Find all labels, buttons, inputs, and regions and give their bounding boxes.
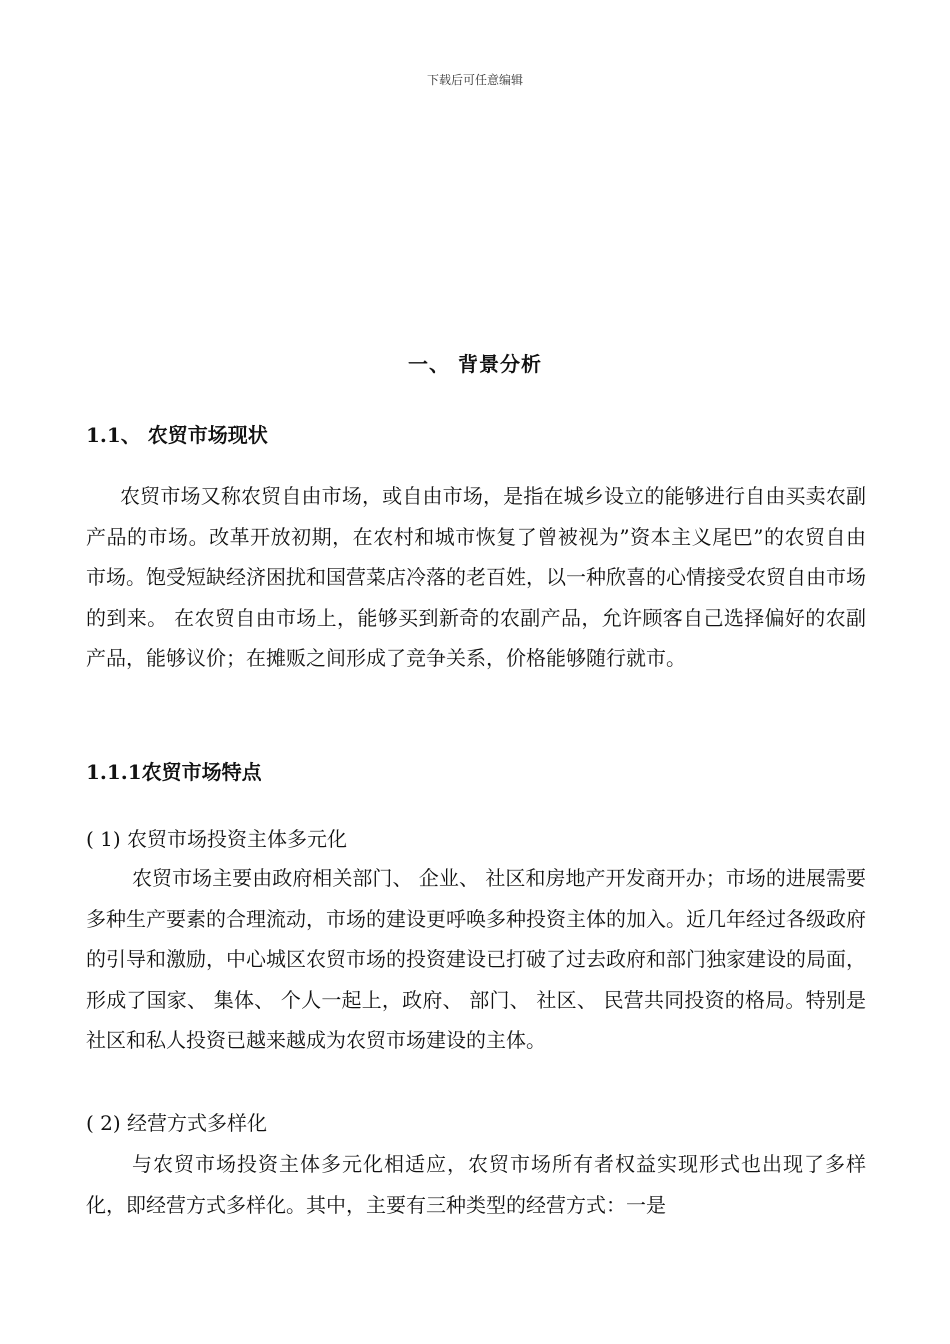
item-heading-1: ( 1) 农贸市场投资主体多元化 xyxy=(86,827,348,851)
paragraph-operation: 与农贸市场投资主体多元化相适应，农贸市场所有者权益实现形式也出现了多样化，即经营方式多样化。其中，主要有三种类型的经营方式：一是 xyxy=(86,1152,866,1217)
header-note: 下载后可任意编辑 xyxy=(426,73,523,87)
section-title: 一、 背景分析 xyxy=(408,352,542,376)
paragraph-investment: 农贸市场主要由政府相关部门、 企业、 社区和房地产开发商开办；市场的进展需要多种生产要素的合理流动，市场的建设更呼唤多种投资主体的加入。近几年经过各级政府的引导和激励，中心城区农贸市场的投资建设已打破了过去政府和部门独家建设的局面，形成了国家、 集体、 个人一起上，政府、 部门、 社区、 民营共同投资的格局。特别是社区和私人投资已越来越成为农贸市场建设的主体。 xyxy=(86,866,866,1052)
paragraph-market-status: 农贸市场又称农贸自由市场，或自由市场，是指在城乡设立的能够进行自由买卖农副产品的市场。改革开放初期，在农村和城市恢复了曾被视为”资本主义尾巴”的农贸自由市场。饱受短缺经济困扰和国营菜店冷落的老百姓，以一种欣喜的心情接受农贸自由市场的到来。 在农贸自由市场上，能够买到新奇的农副产品，允许顾客自己选择偏好的农副产品，能够议价；在摊贩之间形成了竞争关系，价格能够随行就市。 xyxy=(86,484,866,670)
subsection-title-1-1-1: 1.1.1农贸市场特点 xyxy=(86,760,262,784)
item-heading-2: ( 2) 经营方式多样化 xyxy=(86,1111,268,1135)
subsection-title-1-1: 1.1、 农贸市场现状 xyxy=(86,423,268,447)
